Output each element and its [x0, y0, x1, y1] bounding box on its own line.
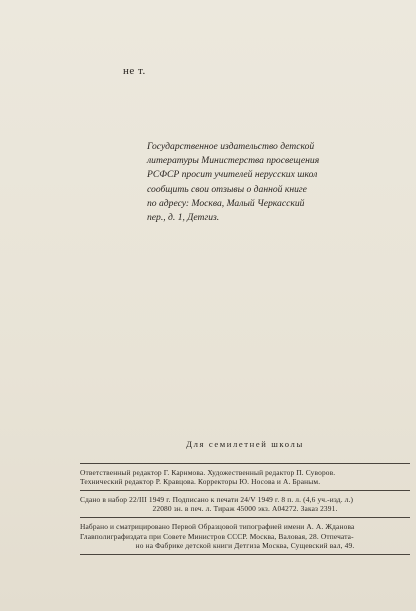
notice-line: сообщить свои отзывы о данной книге: [147, 183, 307, 195]
divider: [80, 463, 410, 464]
notice-line: РСФСР просит учителей нерусских школ: [147, 169, 318, 181]
imprint-block: [80, 440, 410, 559]
notice-line: пер., д. 1, Детгиз.: [147, 212, 220, 224]
print-info-line: 22080 зн. в печ. л. Тираж 45000 экз. А04272. Заказ 2391.: [152, 504, 338, 514]
school-label: Для семилетней школы: [186, 439, 304, 449]
print-info-line: Сдано в набор 22/III 1949 г. Подписано к печати 24/V 1949 г. 8 п. л. (4,6 уч.-изд. л.): [80, 494, 354, 504]
publisher-notice: [147, 140, 365, 225]
notice-line: Государственное издательство детской: [147, 141, 315, 152]
divider: [80, 490, 410, 491]
printer-line: но на Фабрике детской книги Детгиза Москва, Сущевский вал, 49.: [135, 541, 355, 551]
printer-line: Набрано и сматрицировано Первой Образцовой типографией имени А. А. Жданова: [80, 521, 355, 531]
divider: [80, 554, 410, 555]
editors-line: Ответственный редактор Г. Карнмова. Художественный редактор П. Суворов.: [80, 467, 336, 477]
page-fragment-text: не т.: [123, 65, 146, 77]
editors-line: Технический редактор Р. Кравцова. Корректоры Ю. Носова и А. Браным.: [80, 477, 321, 487]
divider: [80, 517, 410, 518]
notice-line: литературы Министерства просвещения: [147, 155, 320, 167]
notice-line: по адресу: Москва, Малый Черкасский: [147, 197, 305, 209]
printer-line: Главполиграфиздата при Совете Министров СССР. Москва, Валовая, 28. Отпечата-: [80, 531, 354, 541]
